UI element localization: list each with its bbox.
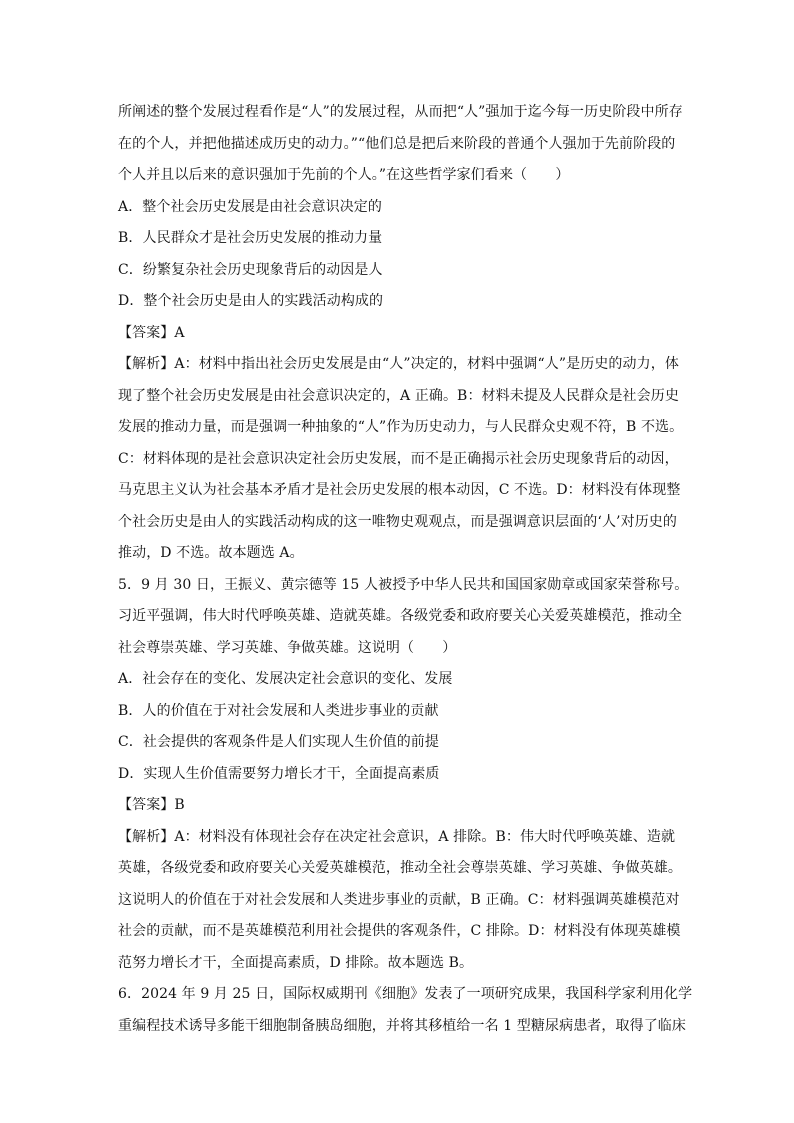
analysis-line: 【解析】A：材料中指出社会历史发展是由“人”决定的，材料中强调“人”是历史的动力，体 — [118, 356, 679, 372]
analysis-line: 发展的推动力量，而是强调一种抽象的“人”作为历史动力，与人民群众史观不符，B 不选。 — [118, 419, 684, 435]
analysis-line: 个社会历史是由人的实践活动构成的这一唯物史观观点，而是强调意识层面的‘人’对历史的 — [118, 513, 677, 530]
analysis-line: 马克思主义认为社会基本矛盾才是社会历史发展的根本动因，C 不选。D：材料没有体现整 — [118, 482, 681, 498]
option-d: D．整个社会历史是由人的实践活动构成的 — [118, 293, 384, 309]
question-stem-line: 个人并且以后来的意识强加于先前的个人。”在这些哲学家们看来（ ） — [118, 167, 570, 183]
option-d: D．实现人生价值需要努力增长才干，全面提高素质 — [118, 765, 440, 782]
option-c: C．纷繁复杂社会历史现象背后的动因是人 — [118, 261, 383, 278]
option-c: C．社会提供的客观条件是人们实现人生价值的前提 — [118, 734, 440, 750]
question-stem-line: 习近平强调，伟大时代呼唤英雄、造就英雄。各级党委和政府要关心关爱英雄模范，推动全 — [118, 608, 682, 624]
question-stem-line: 6．2024 年 9 月 25 日，国际权威期刊《细胞》发表了一项研究成果，我国科学家利用化学 — [118, 986, 693, 1002]
question-stem-line: 所阐述的整个发展过程看作是“人”的发展过程，从而把“人”强加于迄今每一历史阶段中所存 — [118, 104, 683, 120]
option-a: A．社会存在的变化、发展决定社会意识的变化、发展 — [118, 671, 453, 687]
analysis-line: 【解析】A：材料没有体现社会存在决定社会意识，A 排除。B：伟大时代呼唤英雄、造就 — [118, 828, 676, 845]
answer-line: 【答案】A — [118, 324, 185, 341]
analysis-line: 社会的贡献，而不是英雄模范利用社会提供的客观条件，C 排除。D：材料没有体现英雄模 — [118, 923, 681, 939]
analysis-line: 推动，D 不选。故本题选 A。 — [118, 545, 304, 561]
question-stem-line: 5．9 月 30 日，王振义、黄宗德等 15 人被授予中华人民共和国国家勋章或国家荣誉称号。 — [118, 576, 689, 593]
analysis-line: 现了整个社会历史发展是由社会意识决定的，A 正确。B：材料未提及人民群众是社会历史 — [118, 387, 679, 404]
question-4 — [118, 97, 684, 570]
analysis-line: C：材料体现的是社会意识决定社会历史发展，而不是正确揭示社会历史现象背后的动因， — [118, 450, 679, 467]
page-content — [118, 97, 693, 1042]
question-6 — [118, 979, 693, 1042]
question-5 — [118, 570, 689, 980]
answer-line: 【答案】B — [118, 797, 185, 813]
question-stem-line: 社会尊崇英雄、学习英雄、争做英雄。这说明（ ） — [118, 639, 457, 656]
option-b: B．人民群众才是社会历史发展的推动力量 — [118, 230, 383, 246]
analysis-line: 范努力增长才干，全面提高素质，D 排除。故本题选 B。 — [118, 954, 474, 971]
question-stem-line: 在的个人，并把他描述成历史的动力。”“他们总是把后来阶段的普通个人强加于先前阶段的 — [118, 135, 676, 152]
analysis-line: 这说明人的价值在于对社会发展和人类进步事业的贡献，B 正确。C：材料强调英雄模范对 — [118, 891, 680, 908]
option-b: B．人的价值在于对社会发展和人类进步事业的贡献 — [118, 702, 439, 719]
option-a: A．整个社会历史发展是由社会意识决定的 — [118, 198, 383, 215]
question-stem-line: 重编程技术诱导多能干细胞制备胰岛细胞，并将其移植给一名 1 型糖尿病患者，取得了临床 — [118, 1017, 687, 1034]
analysis-line: 英雄，各级党委和政府要关心关爱英雄模范，推动全社会尊崇英雄、学习英雄、争做英雄。 — [118, 860, 682, 876]
